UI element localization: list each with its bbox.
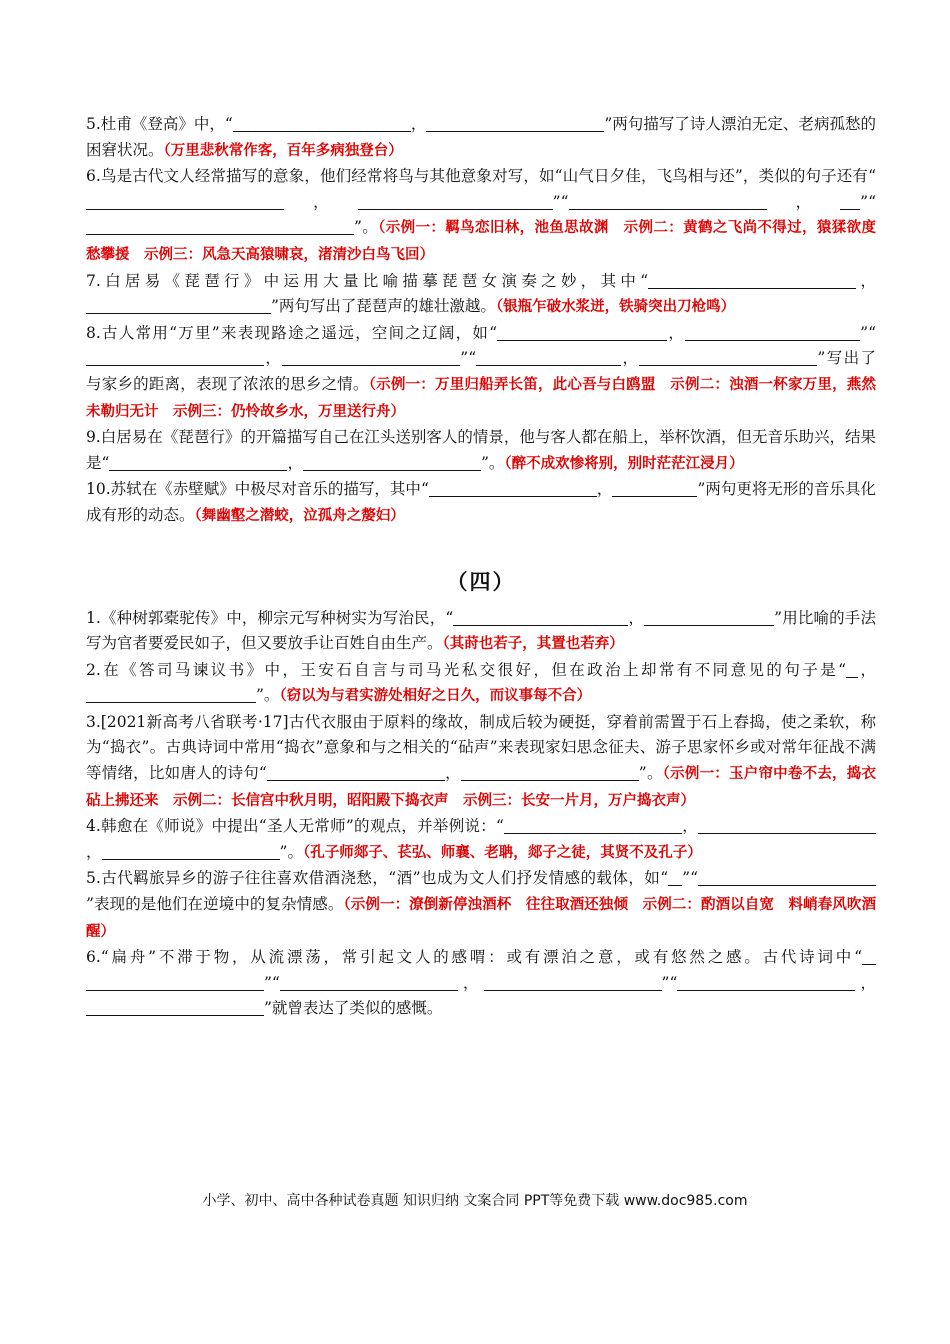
question-5: [86, 112, 876, 164]
answer-key: （孔子师郯子、苌弘、师襄、老聃，郯子之徒，其贤不及孔子）: [302, 844, 702, 861]
answer-key: （银瓶乍破水浆迸，铁骑突出刀枪鸣）: [495, 299, 736, 316]
answer-blank[interactable]: [648, 271, 798, 289]
separator: ，: [628, 608, 645, 627]
question-text: 古代羁旅异乡的游子往往喜欢借酒浇愁，“酒”也成为文人们抒发情感的载体，如“: [100, 869, 669, 888]
answer-key: （舞幽壑之潜蛟，泣孤舟之嫠妇）: [194, 507, 405, 524]
question-text: 苏轼在《赤壁赋》中极尽对音乐的描写，其中“: [110, 480, 429, 499]
answer-blank[interactable]: [862, 947, 876, 965]
answer-blank[interactable]: [698, 816, 876, 834]
separator: ”“: [860, 323, 876, 342]
separator: ，: [457, 973, 484, 992]
question-text: 杜甫《登高》中，“: [100, 115, 233, 133]
separator: ，: [287, 453, 303, 472]
answer-blank[interactable]: [86, 685, 256, 703]
question-4-5: [86, 866, 876, 945]
question-number: 5.: [86, 869, 101, 888]
answer-blank[interactable]: [280, 973, 458, 991]
answer-blank[interactable]: [233, 114, 411, 132]
question-number: 6.: [86, 948, 101, 967]
question-text: “扁舟”不滞于物，从流漂荡，常引起文人的感喟：或有漂泊之意，或有悠然之感。古代诗词中“: [100, 948, 862, 967]
separator: ，: [410, 115, 427, 133]
separator: ，: [681, 817, 698, 836]
answer-key: （醉不成欢惨将别，别时茫茫江浸月）: [504, 455, 744, 472]
answer-blank[interactable]: [109, 453, 287, 471]
question-9: [86, 425, 876, 477]
question-number: 4.: [86, 817, 101, 836]
question-text: ”。: [279, 842, 303, 861]
question-text: 白居易《琵琶行》中运用大量比喻描摹琵琶女演奏之妙，其中“: [100, 271, 649, 290]
separator: ”“: [860, 192, 876, 211]
answer-blank[interactable]: [569, 192, 767, 210]
question-text: 白居易在《琵琶行》的开篇描写自己在江头送别客人的情景，他与客人都在船上，举杯饮酒，但无音乐助兴，结果是“: [86, 428, 876, 472]
answer-blank[interactable]: [358, 192, 553, 210]
separator: ”“: [264, 973, 280, 992]
answer-blank[interactable]: [698, 868, 876, 886]
question-number: 6.: [86, 167, 101, 186]
answer-key: （万里悲秋常作客，百年多病独登台）: [163, 142, 403, 159]
answer-blank[interactable]: [685, 323, 860, 341]
separator: ，: [855, 973, 876, 992]
question-number: 7.: [86, 271, 101, 290]
question-text: 《种树郭橐驼传》中，柳宗元写种树实为写治民，“: [100, 608, 454, 627]
question-text: ”两句描写了诗人漂泊无定、老病孤愁的困窘状况。: [86, 115, 876, 159]
separator: ，: [284, 192, 358, 211]
separator: ，: [621, 349, 640, 368]
separator: ，: [264, 349, 283, 368]
separator: ”“: [460, 349, 477, 368]
question-10: [86, 477, 876, 529]
answer-blank[interactable]: [668, 868, 682, 886]
answer-blank[interactable]: [846, 660, 858, 678]
answer-blank[interactable]: [484, 973, 662, 991]
answer-blank[interactable]: [429, 479, 597, 497]
answer-key: （示例一：玉户帘中卷不去，捣衣砧上拂还来 示例二：长信宫中秋月明，昭阳殿下捣衣声 示例三：长安一片月，万户捣衣声）: [86, 766, 876, 809]
answer-blank[interactable]: [267, 763, 445, 781]
answer-blank[interactable]: [282, 348, 460, 366]
separator: ”“: [661, 973, 678, 992]
question-7: [86, 269, 876, 321]
separator: ，: [856, 271, 876, 290]
question-text: ”两句写出了琵琶声的雄壮激越。: [271, 297, 496, 316]
question-number: 2.: [86, 660, 101, 679]
answer-blank[interactable]: [504, 816, 682, 834]
answer-blank[interactable]: [840, 192, 860, 210]
answer-blank[interactable]: [497, 323, 667, 341]
question-text: ”就曾表达了类似的感慨。: [264, 999, 443, 1018]
answer-blank[interactable]: [476, 348, 621, 366]
question-4-4: [86, 814, 876, 866]
answer-key: （示例一：万里归船弄长笛，此心吾与白鸥盟 示例二：浊酒一杯家万里，燕然未勒归无计 示例三：仍怜故乡水，万里送行舟）: [86, 376, 876, 420]
question-4-1: [86, 606, 876, 658]
question-number: 10.: [86, 480, 111, 499]
question-text: ”。: [638, 764, 663, 783]
separator: ，: [86, 842, 102, 861]
question-text: ”表现的是他们在逆境中的复杂情感。: [86, 895, 344, 914]
question-number: 1.: [86, 608, 101, 627]
answer-blank[interactable]: [303, 453, 481, 471]
separator: ”“: [682, 869, 698, 888]
separator: ，: [596, 480, 613, 499]
question-text: ”两句更将无形的音乐具化成有形的动态。: [86, 480, 876, 524]
question-text: ”。: [354, 218, 379, 237]
answer-blank[interactable]: [461, 763, 639, 781]
question-4-2: [86, 658, 876, 710]
question-text: ”。: [256, 686, 280, 705]
answer-blank[interactable]: [612, 479, 697, 497]
answer-blank[interactable]: [798, 271, 856, 289]
separator: ”“: [552, 192, 569, 211]
answer-blank[interactable]: [644, 608, 774, 626]
question-text: 在《答司马谏议书》中，王安石自言与司马光私交很好，但在政治上却常有不同意见的句子是“: [100, 660, 847, 679]
answer-blank[interactable]: [86, 217, 236, 235]
separator: ，: [667, 323, 686, 342]
separator: ，: [444, 764, 461, 783]
answer-key: （窃以为与君实游处相好之日久，而议事每不合）: [279, 688, 592, 705]
worksheet-page: [86, 112, 876, 1022]
question-6: [86, 164, 876, 268]
question-number: 5.: [86, 115, 101, 133]
answer-blank[interactable]: [102, 842, 280, 860]
question-number: 8.: [86, 323, 101, 342]
question-text: ”用比喻的手法写为官者要爱民如子，但又要放手让百姓自由生产。: [86, 608, 876, 653]
question-text: 鸟是古代文人经常描写的意象，他们经常将鸟与其他意象对写，如“山气日夕佳，飞鸟相与还”，类似的句子还有“: [100, 167, 876, 186]
separator: ，: [766, 192, 841, 211]
answer-blank[interactable]: [86, 973, 264, 991]
question-text: 古人常用“万里”来表现路途之遥远，空间之辽阔，如“: [100, 323, 498, 342]
question-text: ”写出了与家乡的距离，表现了浓浓的思乡之情。: [86, 349, 876, 393]
answer-key: （其莳也若子，其置也若弃）: [442, 636, 624, 653]
question-text: [2021新高考八省联考·17]古代衣服由于原料的缘故，制成后较为硬挺，穿着前需置于石上舂捣，使之柔软，称为“捣衣”。古典诗词中常用“捣衣”意象和与之相关的“砧声”来表现家妇思念征夫、游子思家怀乡或对常年征战不满等情绪，比如唐人的诗句“: [86, 712, 876, 783]
answer-blank[interactable]: [86, 192, 284, 210]
question-4-3: [86, 710, 876, 814]
question-number: 3.: [86, 712, 101, 731]
answer-blank[interactable]: [86, 348, 264, 366]
answer-blank[interactable]: [639, 348, 817, 366]
answer-key: （示例一：潦倒新停浊酒杯 往往取酒还独倾 示例二：酌酒以自宽 料峭春风吹酒醒）: [86, 897, 876, 940]
answer-blank[interactable]: [86, 998, 264, 1016]
answer-blank[interactable]: [236, 217, 354, 235]
separator: ，: [858, 660, 876, 679]
answer-blank[interactable]: [86, 296, 271, 314]
question-number: 9.: [86, 428, 101, 447]
answer-blank[interactable]: [453, 608, 628, 626]
question-text: ”。: [480, 453, 505, 472]
answer-blank[interactable]: [426, 114, 604, 132]
question-text: 韩愈在《师说》中提出“圣人无常师”的观点，并举例说：“: [100, 817, 504, 836]
question-8: [86, 321, 876, 425]
answer-blank[interactable]: [677, 973, 855, 991]
section-title: （四）: [446, 568, 516, 594]
answer-key: （示例一：羁鸟恋旧林，池鱼思故渊 示例二：黄鹤之飞尚不得过，猿猱欲度愁攀援 示例三：风急天高猿啸哀，渚清沙白鸟飞回）: [86, 220, 876, 263]
page-footer: 小学、初中、高中各种试卷真题 知识归纳 文案合同 PPT等免费下载 www.doc985.com: [202, 1193, 748, 1209]
question-4-6: [86, 945, 876, 1022]
